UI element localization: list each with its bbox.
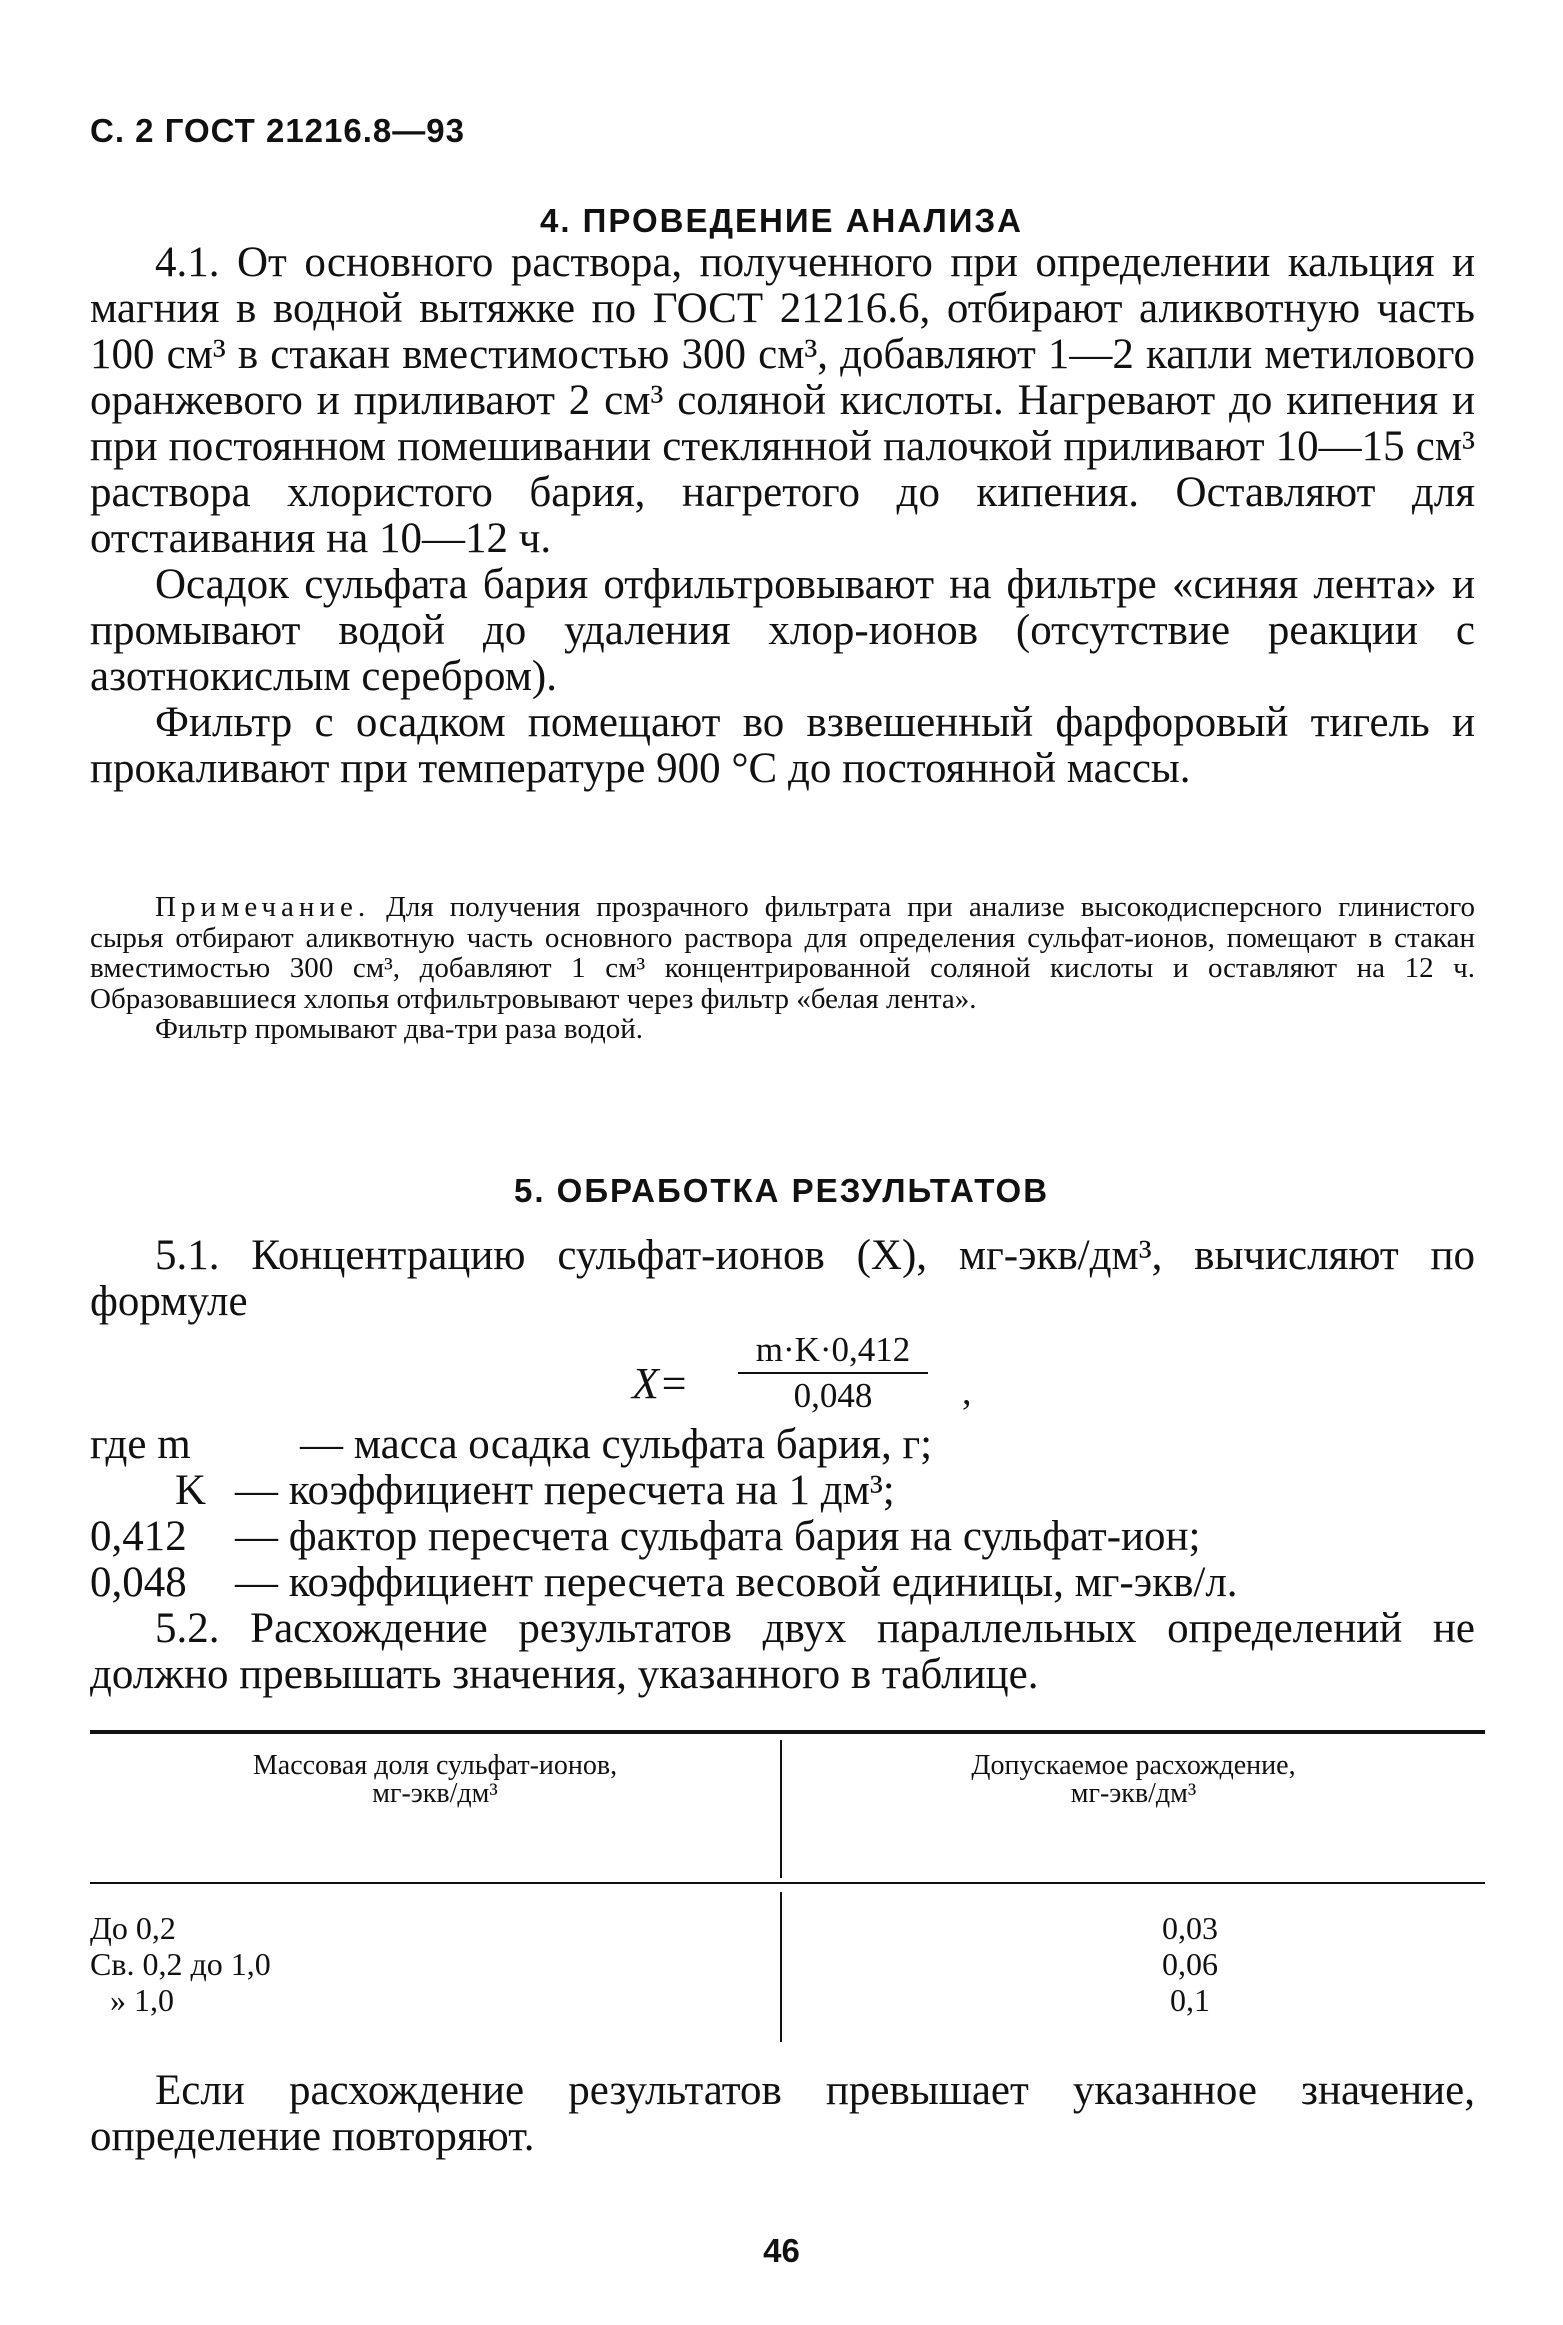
table-header-allowed: Допускаемое расхождение, мг-экв/дм³ (971, 1750, 1296, 1809)
table-top-rule (90, 1730, 1485, 1734)
note-block (90, 892, 1475, 1045)
page-number: 46 (763, 2232, 800, 2269)
note-paragraph-2: Фильтр промывают два-три раза водой. (155, 1013, 644, 1045)
definition-term: K (175, 1467, 207, 1514)
paragraph-5-1: 5.1. Концентрацию сульфат-ионов (X), мг-экв/дм³, вычисляют по формуле (90, 1232, 1475, 1325)
formula-lhs: X= (632, 1359, 689, 1408)
definition-row (90, 1468, 1510, 1514)
definition-term: 0,048 (90, 1559, 187, 1606)
section-5-intro (90, 1233, 1475, 1325)
formula-numerator: m·K·0,412 (755, 1330, 911, 1369)
paragraph-repeat: Если расхождение результатов превышает указанное значение, определение повторяют. (90, 2067, 1475, 2160)
paragraph-crucible: Фильтр с осадком помещают во взвешенный фарфоровый тигель и прокаливают при температуре 900 °С до постоянной массы. (90, 699, 1475, 792)
formula-fraction (738, 1330, 928, 1416)
table-cell: 0,1 (1170, 1982, 1210, 2018)
definition-row (90, 1422, 1510, 1468)
running-header: С. 2 ГОСТ 21216.8—93 (90, 112, 465, 149)
table-cell: 0,06 (1162, 1946, 1218, 1982)
section-4-title: 4. ПРОВЕДЕНИЕ АНАЛИЗА (539, 202, 1024, 239)
paragraph-5-2: 5.2. Расхождение результатов двух параллельных определений не должно превышать значения, указанного в таблице. (90, 1605, 1475, 1698)
table-column-range (90, 1910, 271, 2018)
definition-row (90, 1514, 1510, 1560)
definition-term: где m (90, 1421, 191, 1468)
formula-denominator: 0,048 (793, 1376, 873, 1415)
table-cell: До 0,2 (90, 1910, 176, 1946)
definition-text: — масса осадка сульфата бария, г; (300, 1421, 933, 1468)
section-4-body (90, 240, 1475, 792)
note-label: Примечание. (155, 891, 371, 923)
note-paragraph (90, 892, 1475, 1014)
closing-paragraph (90, 2068, 1475, 2160)
definition-text: — коэффициент пересчета весовой единицы, мг-экв/л. (235, 1559, 1238, 1606)
definition-text: — коэффициент пересчета на 1 дм³; (235, 1467, 895, 1514)
paragraph-4-1: 4.1. От основного раствора, полученного при определении кальция и магния в водной вытяжке по ГОСТ 21216.6, отбирают аликвотную часть 100 см³ в стакан вместимостью 300 см³, добавляют 1—2 капли метилового оранжевого и приливают 2 см³ соляной кислоты. Нагревают до кипения и при постоянном помешивании стеклянной палочкой приливают 10—15 см³ раствора хлористого бария, нагретого до кипения. Оставляют для отстаивания на 10—12 ч. (90, 239, 1475, 562)
table-divider-body (780, 1892, 782, 2042)
section-5-title: 5. ОБРАБОТКА РЕЗУЛЬТАТОВ (513, 1172, 1050, 1209)
table-column-allowed (1090, 1910, 1290, 2018)
table-header-range: Массовая доля сульфат-ионов, мг-экв/дм³ (252, 1750, 618, 1809)
formula-definitions (90, 1422, 1510, 1606)
table-cell: » 1,0 (110, 1982, 174, 2018)
section-5-2 (90, 1606, 1475, 1698)
fraction-bar (738, 1372, 928, 1374)
table-header-rule (90, 1882, 1485, 1884)
paragraph-filter-blue: Осадок сульфата бария отфильтровывают на фильтре «синяя лента» и промывают водой до удаления хлор-ионов (отсутствие реакции с азотнокислым серебром). (90, 561, 1475, 700)
definition-row (90, 1560, 1510, 1606)
formula (620, 1330, 1020, 1420)
definition-text: — фактор пересчета сульфата бария на сульфат-ион; (235, 1513, 1201, 1560)
definition-term: 0,412 (90, 1513, 187, 1560)
table-cell: 0,03 (1162, 1910, 1218, 1946)
note-text: Для получения прозрачного фильтрата при анализе высокодисперсного глинистого сырья отбирают аликвотную часть основного раствора для определения сульфат-ионов, помещают в стакан вместимостью 300 см³, добавляют 1 см³ концентрированной соляной кислоты и оставляют на 12 ч. Образовавшиеся хлопья отфильтровывают через фильтр «белая лента». (90, 891, 1475, 1015)
formula-comma: , (962, 1371, 972, 1413)
table-cell: Св. 0,2 до 1,0 (90, 1946, 271, 1982)
